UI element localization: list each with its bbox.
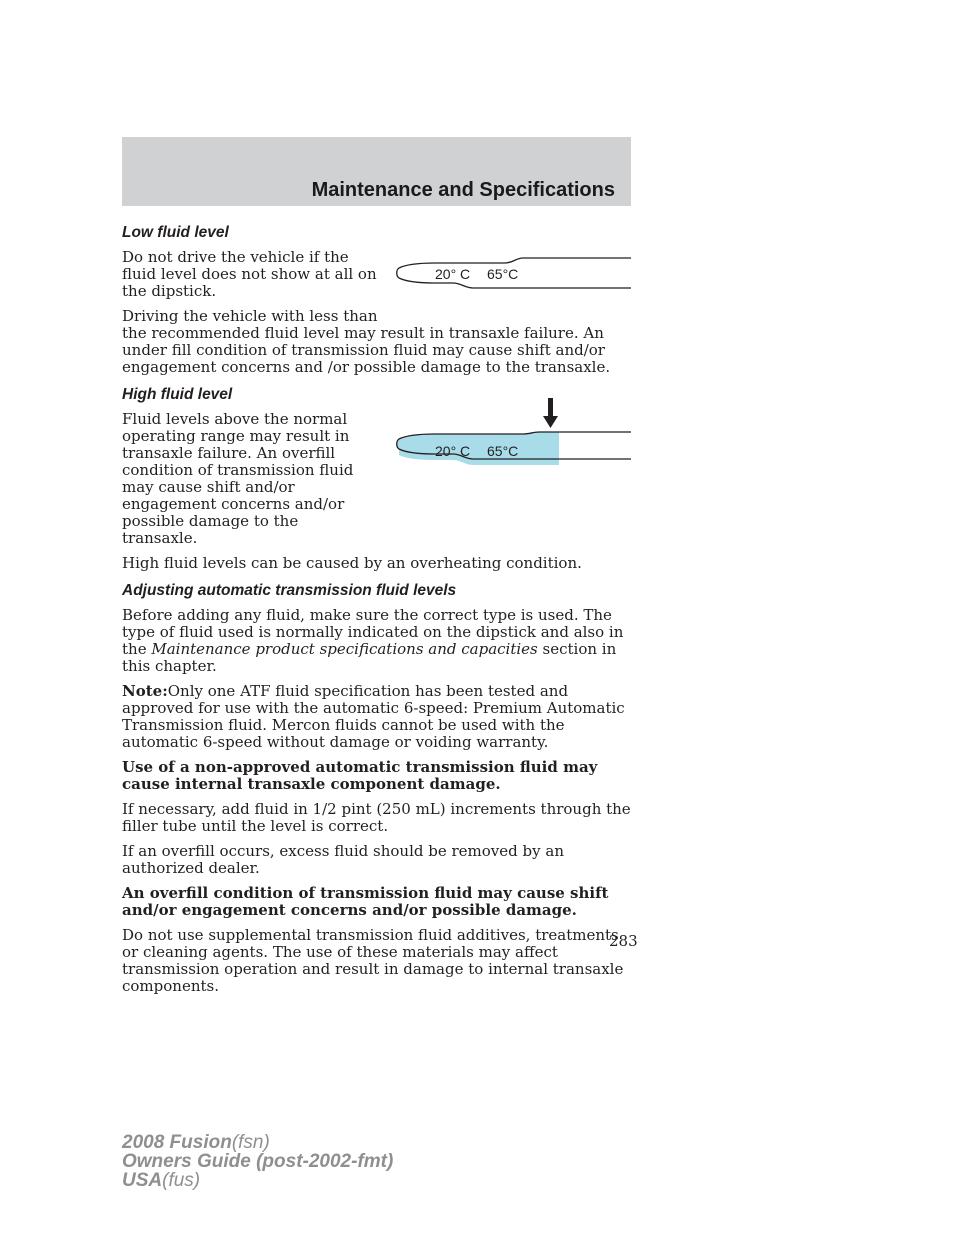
note-text: Only one ATF fluid specification has been tested and approved for use with the automatic 6-speed: Premium Automatic Transmission fluid. Mercon fluids cannot be used with the automatic 6-speed without damage or voiding warranty. bbox=[122, 682, 625, 751]
low-fluid-paragraph-1: Do not drive the vehicle if the fluid level does not show at all on the dipstick. bbox=[122, 248, 377, 300]
note-paragraph bbox=[122, 683, 632, 751]
dipstick-high-label-65c: 65°C bbox=[487, 443, 519, 459]
adjust-paragraph-4: Do not use supplemental transmission fluid additives, treatments or cleaning agents. The use of these materials may affect transmission operation and result in damage to internal transaxle components. bbox=[122, 926, 624, 995]
header-band bbox=[122, 137, 631, 206]
footer-guide: Owners Guide (post-2002-fmt) bbox=[122, 1151, 394, 1172]
heading-low-fluid-level: Low fluid level bbox=[122, 224, 229, 241]
warning-overfill: An overfill condition of transmission fluid may cause shift and/or engagement concerns and/or possible damage. bbox=[122, 884, 609, 919]
dipstick-low-label-20c: 20° C bbox=[435, 266, 471, 282]
high-fluid-paragraph-2: High fluid levels can be caused by an overheating condition. bbox=[122, 554, 582, 572]
specifications-reference: Maintenance product specifications and capacities bbox=[151, 640, 538, 658]
footer-market-code: (fus) bbox=[162, 1170, 201, 1191]
heading-high-fluid-level: High fluid level bbox=[122, 386, 233, 403]
footer-market: USA bbox=[122, 1170, 163, 1191]
page-content bbox=[122, 224, 632, 1003]
note-label: Note: bbox=[122, 682, 168, 700]
footer-model-code: (fsn) bbox=[231, 1132, 270, 1153]
adjust-paragraph-1 bbox=[122, 607, 632, 675]
adjust-paragraph-2: If necessary, add fluid in 1/2 pint (250 mL) increments through the filler tube until the level is correct. bbox=[122, 800, 631, 835]
document-footer bbox=[122, 1133, 393, 1190]
page-header-title: Maintenance and Specifications bbox=[311, 179, 615, 201]
low-fluid-paragraph-2: Driving the vehicle with less than the recommended fluid level may result in transaxle failure. An under fill condition of transmission fluid may cause shift and/or engagement concerns and /or possible damage to the transaxle. bbox=[122, 307, 611, 376]
heading-adjusting-fluid: Adjusting automatic transmission fluid levels bbox=[122, 582, 457, 599]
adjust-paragraph-3: If an overfill occurs, excess fluid should be removed by an authorized dealer. bbox=[122, 842, 564, 877]
dipstick-low-label-65c: 65°C bbox=[487, 266, 519, 282]
page-number: 283 bbox=[609, 932, 638, 950]
adjust-p1-text: Before adding any fluid, make sure the correct type is used. The type of fluid used is normally indicated on the dipstick and also in the bbox=[122, 606, 624, 658]
adjust-p1-tail: section in this chapter. bbox=[122, 640, 617, 675]
high-fluid-paragraph-1: Fluid levels above the normal operating range may result in transaxle failure. An overfill condition of transmission fluid may cause shift and/or engagement concerns and/or possible damage to the transaxle. bbox=[122, 410, 354, 547]
footer-model: 2008 Fusion bbox=[122, 1132, 232, 1153]
dipstick-high-label-20c: 20° C bbox=[435, 443, 471, 459]
warning-non-approved-fluid: Use of a non-approved automatic transmission fluid may cause internal transaxle component damage. bbox=[122, 758, 598, 793]
